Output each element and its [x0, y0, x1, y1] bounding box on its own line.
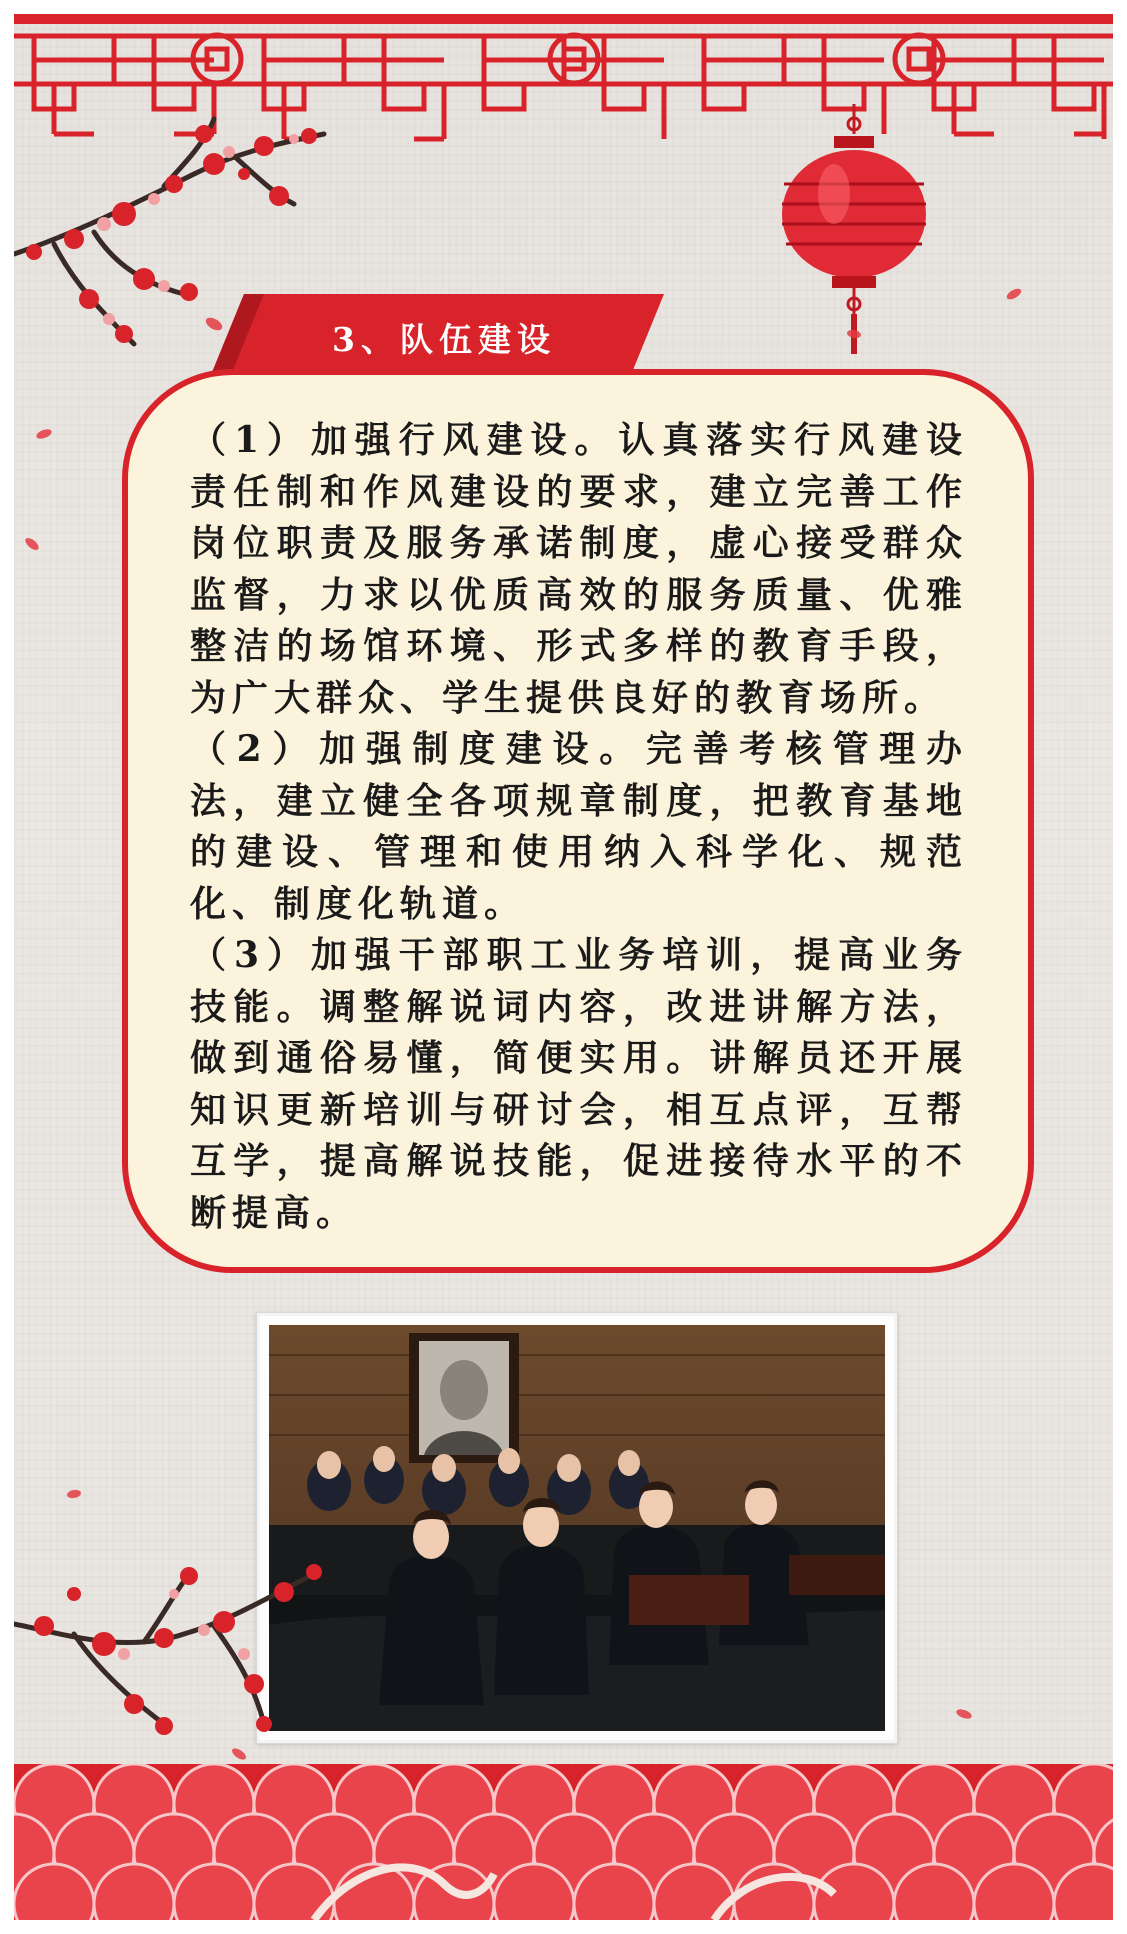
training-session-photo	[269, 1325, 885, 1731]
poster	[14, 14, 1113, 1920]
auspicious-wave-pattern	[14, 1764, 1113, 1920]
paragraph-2: （2）加强制度建设。完善考核管理办法，建立健全各项规章制度，把教育基地的建设、管理和使用纳入科学化、规范化、制度化轨道。	[190, 728, 968, 925]
paragraph-1: （1）加强行风建设。认真落实行风建设责任制和作风建设的要求，建立完善工作岗位职责及服务承诺制度，虚心接受群众监督，力求以优质高效的服务质量、优雅整洁的场馆环境、形式多样的教育手段，为广大群众、学生提供良好的教育场所。	[190, 419, 968, 719]
photo-frame	[256, 1312, 898, 1744]
paragraph-3: （3）加强干部职工业务培训，提高业务技能。调整解说词内容，改进讲解方法，做到通俗易懂，简便实用。讲解员还开展知识更新培训与研讨会，相互点评，互帮互学，提高解说技能，促进接待水平的不断提高。	[190, 934, 968, 1234]
plum-blossom-branch-bottom	[14, 1534, 344, 1784]
red-lantern-icon	[774, 104, 934, 364]
section-title: 3、队伍建设	[332, 320, 556, 359]
content-card	[122, 369, 1034, 1273]
